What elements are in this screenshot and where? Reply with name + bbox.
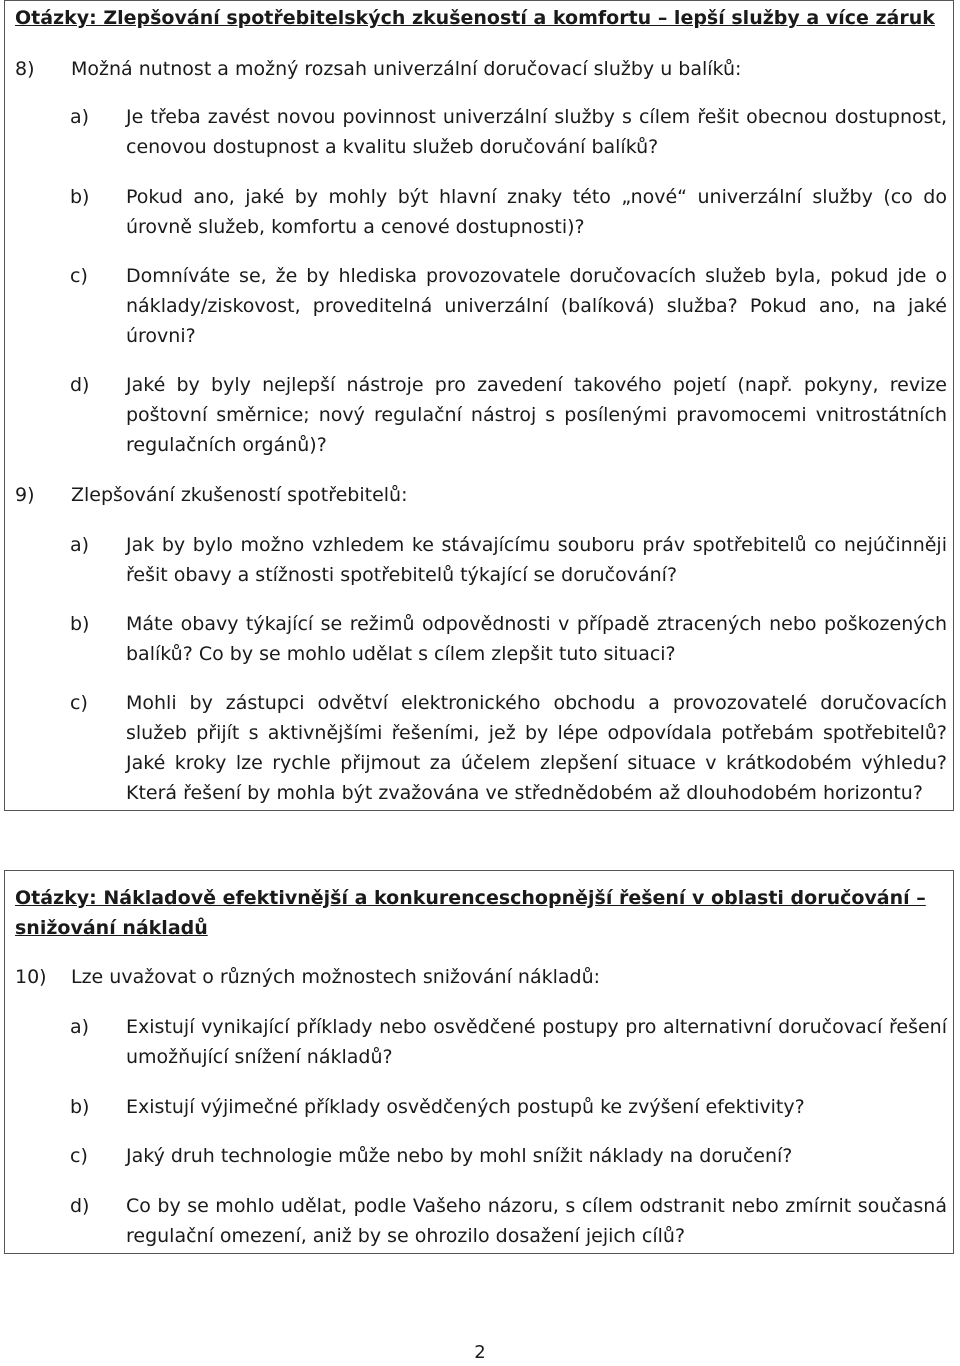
section-title: Otázky: Zlepšování spotřebitelských zkušeností a komfortu – lepší služby a více záruk: [15, 7, 935, 29]
item-text: Jaké by byly nejlepší nástroje pro zavedení takového pojetí (např. pokyny, revize poštovní směrnice; nový regulační nástroj s posílenými pravomocemi vnitrostátních regulačních orgánů)?: [126, 374, 947, 456]
item-letter: c): [70, 265, 88, 287]
item-text: Co by se mohlo udělat, podle Vašeho názoru, s cílem odstranit nebo zmírnit současná regulační omezení, aniž by se ohrozilo dosažení jejich cílů?: [126, 1195, 947, 1247]
item-text: Pokud ano, jaké by mohly být hlavní znaky této „nové“ univerzální služby (co do úrovně služeb, komfortu a cenové dostupnosti)?: [126, 186, 947, 238]
item-text: Jaký druh technologie může nebo by mohl snížit náklady na doručení?: [126, 1145, 793, 1167]
item-letter: b): [70, 186, 90, 208]
item-letter: a): [70, 1016, 90, 1038]
item-text: Existují výjimečné příklady osvědčených postupů ke zvýšení efektivity?: [126, 1096, 805, 1118]
item-letter: d): [70, 374, 90, 396]
question-number: 8): [15, 58, 35, 80]
item-letter: b): [70, 1096, 90, 1118]
item-letter: b): [70, 613, 90, 635]
section-box-consumer-experience: [4, 0, 954, 811]
item-text: Máte obavy týkající se režimů odpovědnosti v případě ztracených nebo poškozených balíků? Co by se mohlo udělat s cílem zlepšit tuto situaci?: [126, 613, 947, 665]
item-letter: a): [70, 534, 90, 556]
question-number: 9): [15, 484, 35, 506]
item-letter: a): [70, 106, 90, 128]
item-letter: c): [70, 692, 88, 714]
section-title: Otázky: Nákladově efektivnější a konkurenceschopnější řešení v oblasti doručování – snižování nákladů: [15, 887, 926, 939]
question-number: 10): [15, 966, 47, 988]
item-letter: c): [70, 1145, 88, 1167]
question-text: Zlepšování zkušeností spotřebitelů:: [71, 484, 408, 506]
item-text: Mohli by zástupci odvětví elektronického obchodu a provozovatelé doručovacích služeb přijít s aktivnějšími řešeními, jež by lépe odpovídala potřebám spotřebitelů? Jaké kroky lze rychle přijmout za účelem zlepšení situace v krátkodobém výhledu? Která řešení by mohla být zvažována ve střednědobém až dlouhodobém horizontu?: [126, 692, 947, 804]
item-text: Jak by bylo možno vzhledem ke stávajícímu souboru práv spotřebitelů co nejúčinněji řešit obavy a stížnosti spotřebitelů týkající se doručování?: [126, 534, 947, 586]
question-text: Možná nutnost a možný rozsah univerzální doručovací služby u balíků:: [71, 58, 742, 80]
item-text: Je třeba zavést novou povinnost univerzální služby s cílem řešit obecnou dostupnost, cenovou dostupnost a kvalitu služeb doručování balíků?: [126, 106, 947, 158]
item-text: Domníváte se, že by hlediska provozovatele doručovacích služeb byla, pokud jde o náklady/ziskovost, proveditelná univerzální (balíková) služba? Pokud ano, na jaké úrovni?: [126, 265, 947, 347]
item-letter: d): [70, 1195, 90, 1217]
item-text: Existují vynikající příklady nebo osvědčené postupy pro alternativní doručovací řešení umožňující snížení nákladů?: [126, 1016, 947, 1068]
page-number: 2: [474, 1342, 486, 1363]
question-text: Lze uvažovat o různých možnostech snižování nákladů:: [71, 966, 601, 988]
section-box-cost-reduction: [4, 870, 954, 1254]
